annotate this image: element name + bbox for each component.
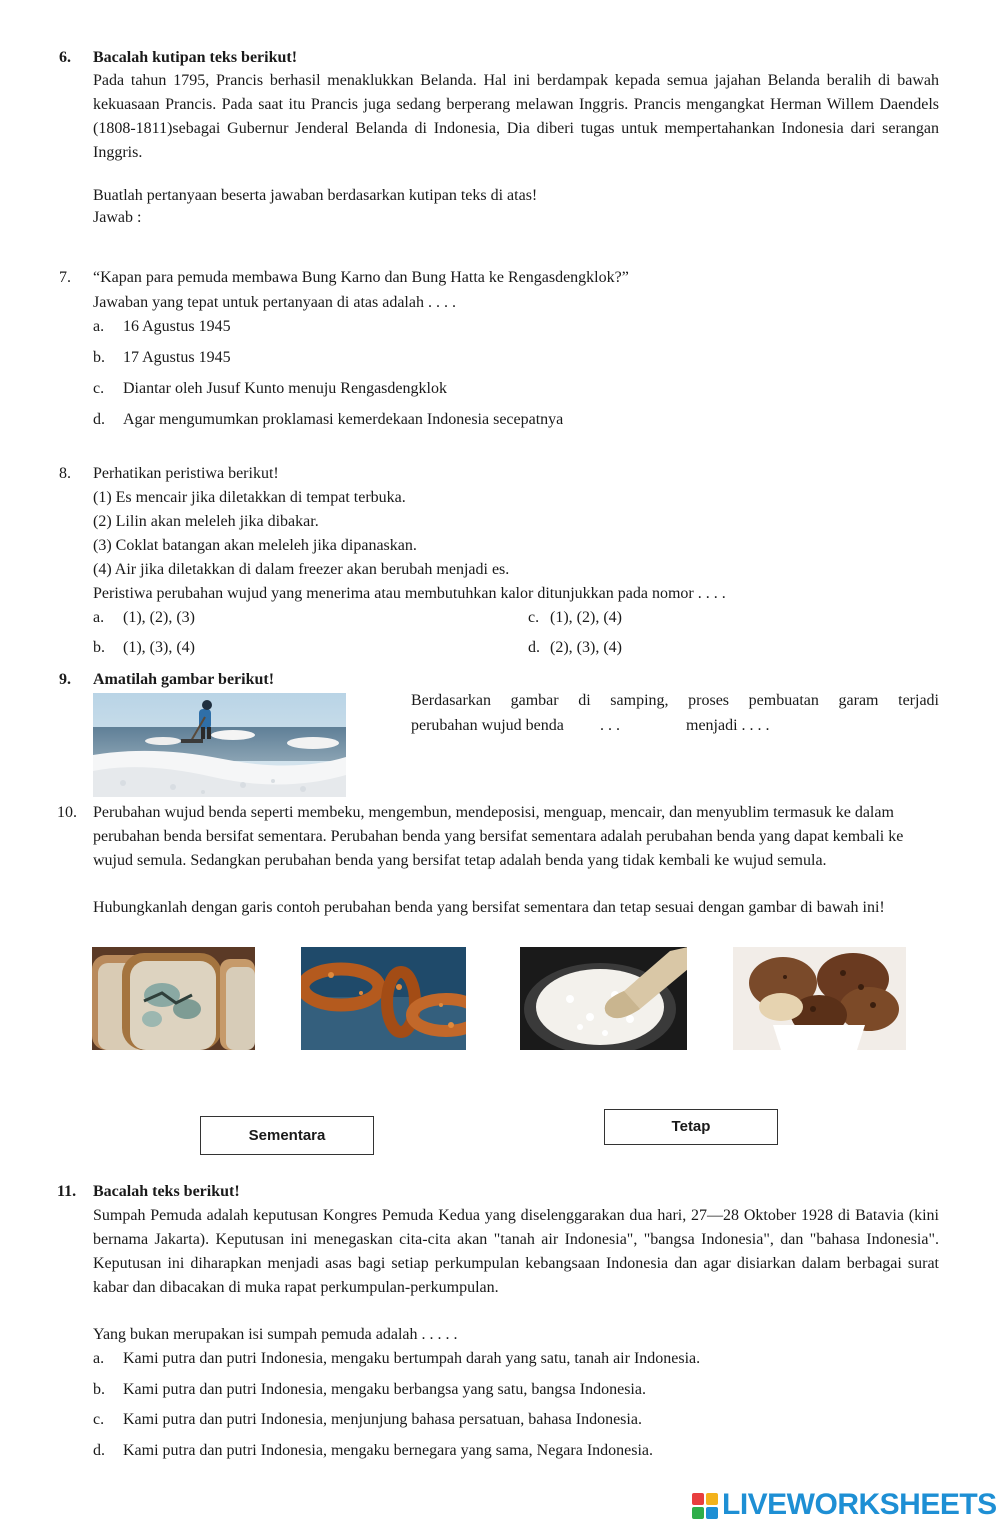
question-7-number: 7. — [59, 269, 71, 286]
option-label: d. — [93, 411, 105, 428]
event-item: (3) Coklat batangan akan meleleh jika dipanaskan. — [93, 537, 417, 554]
logo-text: LIVEWORKSHEETS — [722, 1488, 997, 1521]
question-10-number: 10. — [57, 804, 77, 821]
question-6-number: 6. — [59, 49, 71, 66]
question-8-option-a[interactable]: (1), (2), (3) — [123, 609, 195, 626]
option-label: a. — [93, 318, 105, 335]
question-9-line-2b: . . . — [600, 717, 620, 734]
question-6-instruction: Buatlah pertanyaan beserta jawaban berdasarkan kutipan teks di atas! — [93, 187, 538, 204]
cooked-rice-photo[interactable] — [520, 947, 687, 1050]
moldy-bread-photo[interactable] — [92, 947, 255, 1050]
question-6-answer-label: Jawab : — [93, 209, 142, 226]
question-11-option-b[interactable]: Kami putra dan putri Indonesia, mengaku berbangsa yang satu, bangsa Indonesia. — [123, 1381, 646, 1398]
question-9-line-1: Berdasarkan gambar di samping, proses pembuatan garam terjadi — [411, 692, 939, 709]
event-item: (4) Air jika diletakkan di dalam freezer akan berubah menjadi es. — [93, 561, 510, 578]
question-11-prompt: Yang bukan merupakan isi sumpah pemuda adalah . . . . . — [93, 1326, 458, 1343]
question-8-prompt: Peristiwa perubahan wujud yang menerima atau membutuhkan kalor ditunjukkan pada nomor . . . . — [93, 585, 726, 602]
question-11-number: 11. — [57, 1183, 77, 1200]
option-label: c. — [93, 380, 105, 397]
question-7-option-b[interactable]: 17 Agustus 1945 — [123, 349, 231, 366]
question-11-heading: Bacalah teks berikut! — [93, 1183, 240, 1200]
question-9-line-2a: perubahan wujud benda — [411, 717, 564, 734]
salt-farm-photo — [93, 693, 346, 797]
question-6-passage: Pada tahun 1795, Prancis berhasil menaklukkan Belanda. Hal ini berdampak kepada semua jajahan Belanda beralih di bawah kekuasaan Prancis. Pada saat itu Prancis juga sedang berperang melawan Inggris. Prancis mengangkat Herman Willem Daendels (1808-1811)sebagai Gubernur Jenderal Belanda di Indonesia, Dia diberi tugas untuk mempertahankan Indonesia dari serangan Inggris. — [93, 72, 939, 161]
option-label: b. — [93, 1381, 105, 1398]
question-11-option-d[interactable]: Kami putra dan putri Indonesia, mengaku bernegara yang sama, Negara Indonesia. — [123, 1442, 654, 1459]
question-9-number: 9. — [59, 671, 71, 688]
option-label: d. — [528, 639, 540, 656]
rusty-chain-photo[interactable] — [301, 947, 466, 1050]
chocolate-muffins-photo[interactable] — [733, 947, 906, 1050]
liveworksheets-logo — [692, 1487, 997, 1523]
option-label: c. — [528, 609, 540, 626]
question-11-option-c[interactable]: Kami putra dan putri Indonesia, menjunjung bahasa persatuan, bahasa Indonesia. — [123, 1411, 642, 1428]
option-label: a. — [93, 1350, 105, 1367]
option-label: a. — [93, 609, 105, 626]
question-7-option-c[interactable]: Diantar oleh Jusuf Kunto menuju Rengasdengklok — [123, 380, 447, 397]
option-label: b. — [93, 639, 105, 656]
question-10-passage: Perubahan wujud benda seperti membeku, mengembun, mendeposisi, menguap, mencair, dan menyublim termasuk ke dalam perubahan benda bersifat sementara. Perubahan benda yang bersifat sementara adalah perubahan benda yang dapat kembali ke wujud semula. Sedangkan perubahan benda yang bersifat tetap adalah benda yang tidak kembali ke wujud semula. — [93, 804, 904, 869]
question-7-text: “Kapan para pemuda membawa Bung Karno dan Bung Hatta ke Rengasdengklok?” — [93, 269, 629, 286]
question-8-number: 8. — [59, 465, 71, 482]
question-8-intro: Perhatikan peristiwa berikut! — [93, 465, 279, 482]
question-10-instruction: Hubungkanlah dengan garis contoh perubahan benda yang bersifat sementara dan tetap sesuai dengan gambar di bawah ini! — [93, 899, 885, 916]
question-8-option-c[interactable]: (1), (2), (4) — [550, 609, 622, 626]
question-7-option-d[interactable]: Agar mengumumkan proklamasi kemerdekaan Indonesia secepatnya — [123, 411, 564, 428]
question-9-heading: Amatilah gambar berikut! — [93, 671, 275, 688]
question-8-option-d[interactable]: (2), (3), (4) — [550, 639, 622, 656]
question-7-prompt: Jawaban yang tepat untuk pertanyaan di atas adalah . . . . — [93, 294, 456, 311]
sementara-box[interactable]: Sementara — [200, 1116, 374, 1155]
question-7-option-a[interactable]: 16 Agustus 1945 — [123, 318, 231, 335]
tetap-box[interactable]: Tetap — [604, 1109, 778, 1145]
question-11-option-a[interactable]: Kami putra dan putri Indonesia, mengaku bertumpah darah yang satu, tanah air Indonesia. — [123, 1350, 701, 1367]
logo-grid-icon — [692, 1493, 718, 1519]
event-item: (1) Es mencair jika diletakkan di tempat terbuka. — [93, 489, 406, 506]
question-8-option-b[interactable]: (1), (3), (4) — [123, 639, 195, 656]
option-label: c. — [93, 1411, 105, 1428]
option-label: d. — [93, 1442, 105, 1459]
event-item: (2) Lilin akan meleleh jika dibakar. — [93, 513, 319, 530]
question-11-passage: Sumpah Pemuda adalah keputusan Kongres Pemuda Kedua yang diselenggarakan dua hari, 27—28 Oktober 1928 di Batavia (kini bernama Jakarta). Keputusan ini menegaskan cita-cita akan "tanah air Indonesia", "bangsa Indonesia", dan "bahasa Indonesia". Keputusan ini diharapkan menjadi asas bagi setiap perkumpulan kebangsaan Indonesia dan agar disiarkan dalam berbagai surat kabar dan dibacakan di muka rapat perkumpulan-perkumpulan. — [93, 1207, 939, 1296]
question-9-line-2c: menjadi . . . . — [686, 717, 770, 734]
question-6-heading: Bacalah kutipan teks berikut! — [93, 49, 298, 66]
option-label: b. — [93, 349, 105, 366]
